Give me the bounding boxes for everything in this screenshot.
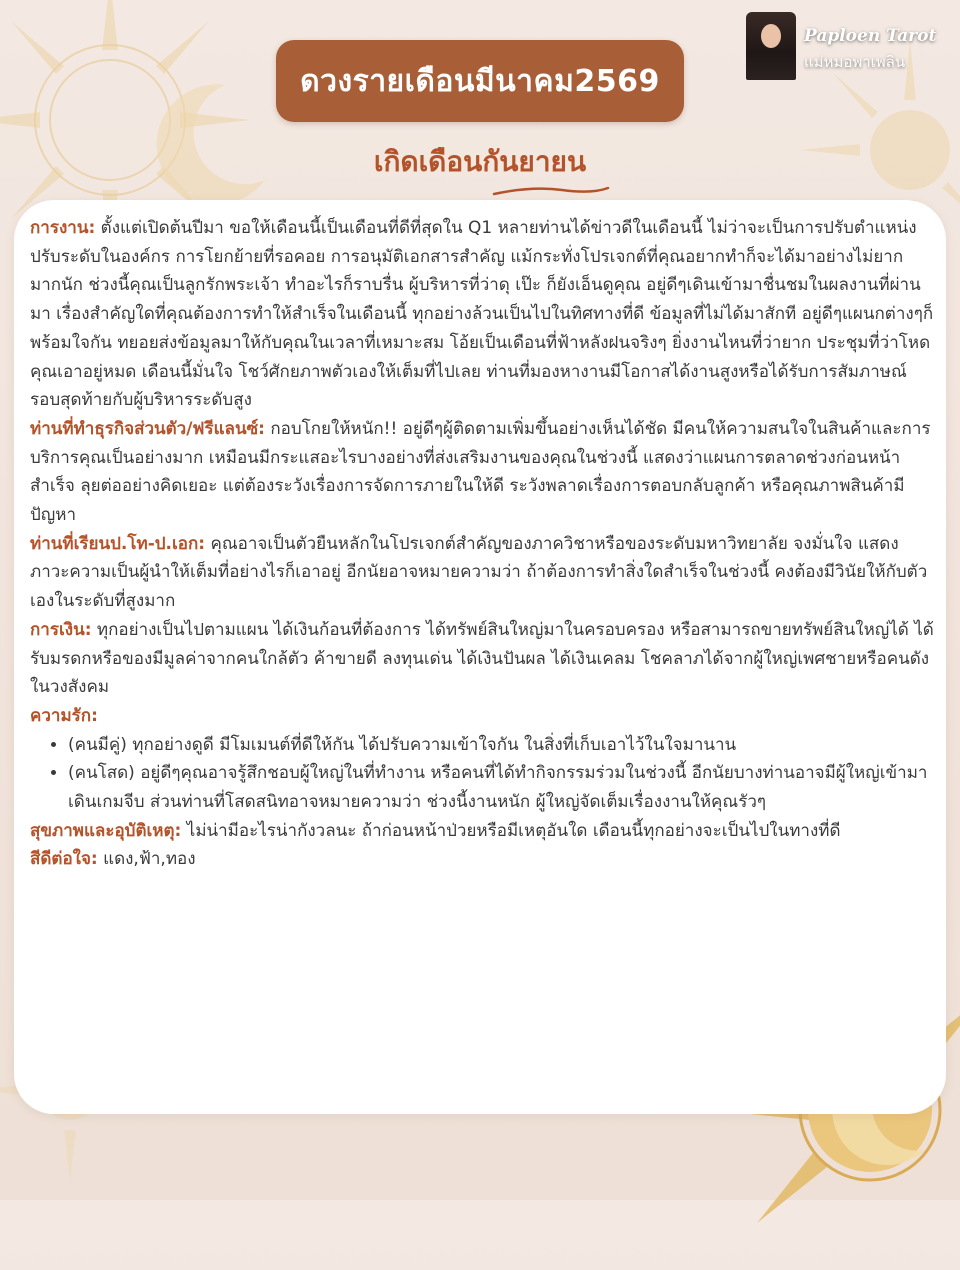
- section-text: กอบโกยให้หนัก!! อยู่ดีๆผู้ติดตามเพิ่มขึ้นอย่างเห็นได้ชัด มีคนให้ความสนใจในสินค้าและการบริการคุณเป็นอย่างมาก เหมือนมีกระแสอะไรบางอย่างที่ส่งเสริมงานของคุณในช่วงนี้ แสดงว่าแผนการตลาดช่วงก่อนหน้าสำเร็จ ลุยต่ออย่างคิดเยอะ แต่ต้องระวังเรื่องการจัดการภายในให้ดี ระวังพลาดเรื่องการตอบกลับลูกค้า หรือคุณภาพสินค้ามีปัญหา: [30, 418, 931, 526]
- section-text: ตั้งแต่เปิดต้นปีมา ขอให้เดือนนี้เป็นเดือนที่ดีที่สุดใน Q1 หลายท่านได้ข่าวดีในเดือนนี้ ไม่ว่าจะเป็นการปรับตำแหน่ง ปรับระดับในองค์กร การโยกย้ายที่รอคอย การอนุมัติเอกสารสำคัญ แม้กระทั่งโปรเจกต์ที่คุณอยากทำก็จะได้มาอย่างไม่ยากมากนัก ช่วงนี้คุณเป็นลูกรักพระเจ้า ทำอะไรก็ราบรื่น ผู้บริหารที่ว่าดุ เป๊ะ ก็ยังเอ็นดูคุณ อยู่ดีๆเดินเข้ามาชื่นชมในผลงานที่ผ่านมา เรื่องสำคัญใดที่คุณต้องการทำให้สำเร็จในเดือนนี้ ทุกอย่างล้วนเป็นไปในทิศทางที่ดี ข้อมูลที่ไม่ได้มาสักที อยู่ดีๆแผนกต่างๆก็พร้อมใจกัน ทยอยส่งข้อมูลมาให้กับคุณในเวลาที่เหมาะสม โอ้ยเป็นเดือนที่ฟ้าหลังฝนจริงๆ ยิ่งงานไหนที่ว่ายาก ประชุมที่ว่าโหด คุณเอาอยู่หมด เดือนนี้มั่นใจ โชว์ศักยภาพตัวเองให้เต็มที่ไปเลย ท่านที่มองหางานมีโอกาสได้งานสูงหรือได้รับการสัมภาษณ์รอบสุดท้ายกับผู้บริหารระดับสูง: [30, 218, 934, 411]
- brand-tagline: แม่หมอพาเพลิน: [804, 53, 906, 71]
- section-finance: [30, 616, 934, 702]
- brand-badge: [746, 12, 946, 82]
- section-text: ทุกอย่างเป็นไปตามแผน ได้เงินก้อนที่ต้องการ ได้ทรัพย์สินใหญ่มาในครอบครอง หรือสามารถขายทรัพย์สินใหญ่ได้ ได้รับมรดกหรือของมีมูลค่าจากคนใกล้ตัว ค้าขายดี ลงทุนเด่น ได้เงินปันผล ได้เงินเคลม โชคลาภได้จากผู้ใหญ่เพศชายหรือคนดังในวงสังคม: [30, 619, 934, 698]
- avatar-face-icon: [761, 24, 781, 48]
- brand-name: Paploen Tarot: [804, 26, 937, 46]
- section-health: [30, 817, 934, 846]
- section-heading: ท่านที่ทำธุรกิจส่วนตัว/ฟรีแลนซ์:: [30, 418, 265, 439]
- section-heading: สีดีต่อใจ:: [30, 849, 98, 870]
- section-heading: สุขภาพและอุบัติเหตุ:: [30, 820, 182, 841]
- section-text: คุณอาจเป็นตัวยืนหลักในโปรเจกต์สำคัญของภาควิชาหรือของระดับมหาวิทยาลัย จงมั่นใจ แสดงภาวะความเป็นผู้นำให้เต็มที่อย่างไรก็เอาอยู่ อีกนัยอาจหมายความว่า ถ้าต้องการทำสิ่งใดสำเร็จในช่วงนี้ คงต้องมีวินัยให้กับตัวเองในระดับที่สูงมาก: [30, 533, 928, 612]
- section-love: [30, 702, 934, 817]
- page-title: ดวงรายเดือนมีนาคม2569: [300, 63, 660, 99]
- section-heading: ท่านที่เรียนป.โท-ป.เอก:: [30, 533, 206, 554]
- section-text: ไม่น่ามีอะไรน่ากังวลนะ ถ้าก่อนหน้าป่วยหรือมีเหตุอันใด เดือนนี้ทุกอย่างจะเป็นไปในทางที่ดี: [181, 820, 841, 841]
- section-heading: การงาน:: [30, 218, 96, 238]
- list-item: • (คนโสด) อยู่ดีๆคุณอาจรู้สึกชอบผู้ใหญ่ในที่ทำงาน หรือคนที่ได้ทำกิจกรรมร่วมในช่วงนี้ อีกนัยบางท่านอาจมีผู้ใหญ่เข้ามาเดินเกมจีบ ส่วนท่านที่โสดสนิทอาจหมายความว่า ช่วงนี้งานหนัก ผู้ใหญ่จัดเต็มเรื่องงานให้คุณรัวๆ: [68, 759, 934, 816]
- section-heading: การเงิน:: [30, 619, 92, 640]
- title-banner: [276, 40, 684, 122]
- section-business: [30, 415, 934, 530]
- section-text: แดง,ฟ้า,ทอง: [97, 849, 196, 870]
- section-students: [30, 530, 934, 616]
- subtitle-underline-icon: [492, 184, 610, 198]
- love-list: [30, 731, 934, 817]
- section-heading: ความรัก:: [30, 705, 98, 726]
- list-item: • (คนมีคู่) ทุกอย่างดูดี มีโมเมนต์ที่ดีให้กัน ได้ปรับความเข้าใจกัน ในสิ่งที่เก็บเอาไว้ในใจมานาน: [68, 731, 934, 760]
- section-lucky-colors: [30, 845, 934, 874]
- content-card: [14, 200, 946, 1114]
- avatar: [746, 12, 796, 80]
- page-subtitle: เกิดเดือนกันยายน: [373, 145, 587, 178]
- horoscope-content: [30, 214, 934, 874]
- section-work: [30, 214, 934, 415]
